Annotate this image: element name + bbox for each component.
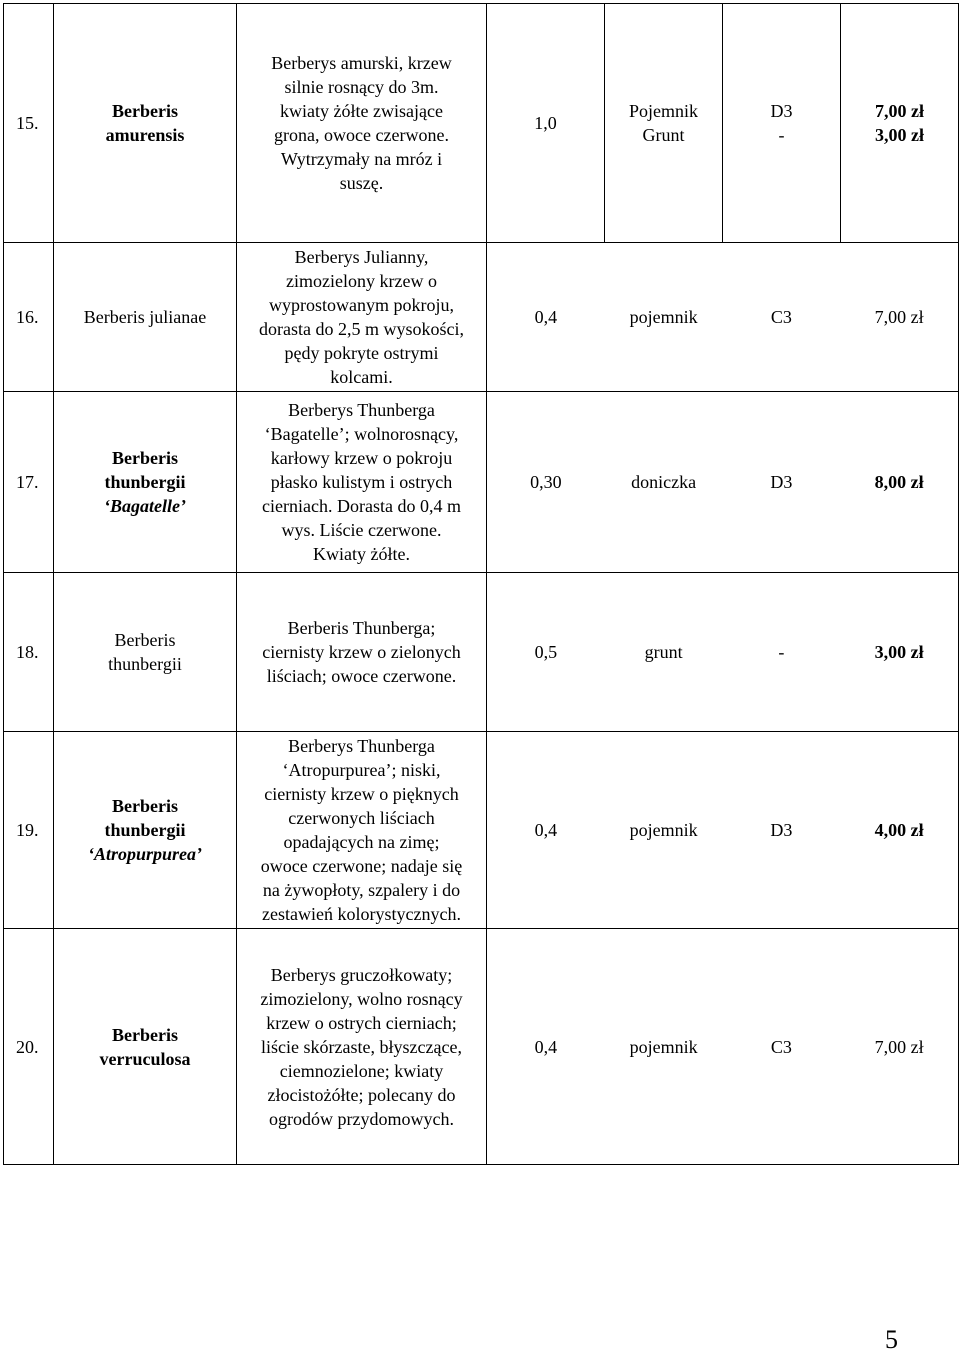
plant-catalog-table <box>3 3 959 1165</box>
row-number: 16. <box>4 243 54 392</box>
plant-details <box>487 4 959 243</box>
table-row <box>4 573 959 732</box>
plant-description: Berberys Thunberga ‘Bagatelle’; wolnorosnący, karłowy krzew o pokroju płasko kulistym i ostrych cierniach. Dorasta do 0,4 m wys. Liście czerwone. Kwiaty żółte. <box>237 392 487 573</box>
plant-description: Berberys Thunberga ‘Atropurpurea’; niski, ciernisty krzew o pięknych czerwonych liściach opadających na zimę; owoce czerwone; nadaje się na żywopłoty, szpalery i do zestawień kolorystycznych. <box>237 732 487 929</box>
plant-price: 7,00 zł <box>874 307 924 327</box>
plant-description: Berberys gruczołkowaty; zimozielony, wolno rosnący krzew o ostrych cierniach; liście skórzaste, błyszczące, ciemnozielone; kwiaty złocistożółte; polecany do ogrodów przydomowych. <box>237 929 487 1165</box>
plant-name: Berberis verruculosa <box>54 929 237 1165</box>
table-row <box>4 4 959 243</box>
row-number: 18. <box>4 573 54 732</box>
plant-size: 0,4 <box>534 1036 558 1057</box>
plant-name: Berberis thunbergii ‘Atropurpurea’ <box>54 732 237 929</box>
plant-size: 0,5 <box>534 642 558 662</box>
plant-container: grunt <box>644 642 683 662</box>
plant-details <box>487 732 959 929</box>
plant-grade: D3 - <box>722 4 840 242</box>
plant-price: 7,00 zł 3,00 zł <box>840 4 958 242</box>
plant-details <box>487 392 959 573</box>
row-number: 19. <box>4 732 54 929</box>
plant-name: Berberis amurensis <box>54 4 237 243</box>
plant-container: doniczka <box>631 472 697 492</box>
plant-name: Berberis julianae <box>54 243 237 392</box>
table-row <box>4 732 959 929</box>
plant-price: 7,00 zł <box>874 1036 924 1057</box>
plant-description: Berberys amurski, krzew silnie rosnący do 3m. kwiaty żółte zwisające grona, owoce czerwone. Wytrzymały na mróz i suszę. <box>237 4 487 243</box>
plant-price: 4,00 zł <box>874 820 924 840</box>
table-row <box>4 392 959 573</box>
row-number: 20. <box>4 929 54 1165</box>
plant-size: 1,0 <box>534 113 557 133</box>
row-number: 15. <box>4 4 54 243</box>
plant-name: Berberis thunbergii <box>54 573 237 732</box>
plant-description: Berberis Thunberga; ciernisty krzew o zielonych liściach; owoce czerwone. <box>237 573 487 732</box>
plant-grade: - <box>778 642 785 662</box>
plant-grade: C3 <box>770 1036 792 1057</box>
plant-size: 0,4 <box>534 820 558 840</box>
plant-grade: C3 <box>770 307 792 327</box>
plant-description: Berberys Julianny, zimozielony krzew o wyprostowanym pokroju, dorasta do 2,5 m wysokości, pędy pokryte ostrymi kolcami. <box>237 243 487 392</box>
table-row <box>4 929 959 1165</box>
plant-price: 8,00 zł <box>874 472 924 492</box>
plant-details <box>487 243 959 392</box>
plant-name: Berberis thunbergii ‘Bagatelle’ <box>54 392 237 573</box>
plant-container: Pojemnik Grunt <box>604 4 722 242</box>
plant-price: 3,00 zł <box>874 642 924 662</box>
plant-size: 0,30 <box>530 472 562 492</box>
row-number: 17. <box>4 392 54 573</box>
plant-container: pojemnik <box>629 307 698 327</box>
table-row <box>4 243 959 392</box>
plant-details <box>487 929 959 1165</box>
plant-grade: D3 <box>770 472 793 492</box>
page-number: 5 <box>885 1325 898 1354</box>
plant-grade: D3 <box>770 820 793 840</box>
plant-container: pojemnik <box>629 820 698 840</box>
plant-details <box>487 573 959 732</box>
plant-size: 0,4 <box>534 307 558 327</box>
plant-container: pojemnik <box>629 1036 698 1057</box>
